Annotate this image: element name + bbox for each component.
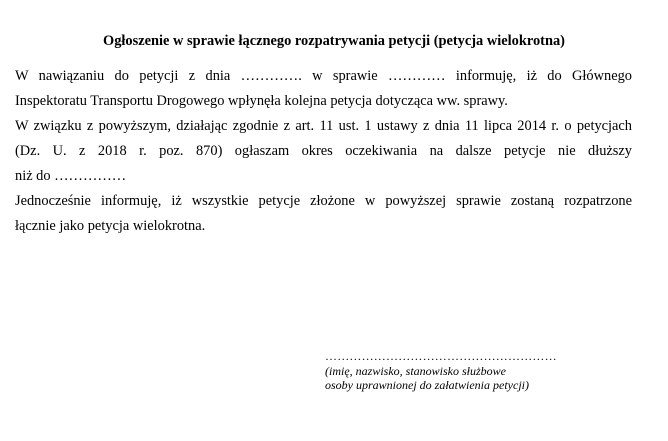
paragraph-2-line-1: W związku z powyższym, działając zgodnie z art. 11 ust. 1 ustawy z dnia 11 lipca 2014 r. o petycjach <box>15 118 632 134</box>
signature-caption-line-2: osoby uprawnionej do załatwienia petycji) <box>325 378 529 392</box>
signature-caption-line-1: (imię, nazwisko, stanowisko służbowe <box>325 364 507 378</box>
paragraph-2-line-3: niż do …………… <box>15 168 127 184</box>
signature-block <box>325 349 585 392</box>
paragraph-2-line-2: (Dz. U. z 2018 r. poz. 870) ogłaszam okres oczekiwania na dalsze petycje nie dłuższy <box>15 143 632 159</box>
document-body <box>15 64 632 239</box>
paragraph-3-line-2: łącznie jako petycja wielokrotna. <box>15 218 206 234</box>
signature-dotted-line: ………………………………………………… <box>325 349 557 363</box>
document-title: Ogłoszenie w sprawie łącznego rozpatrywania petycji (petycja wielokrotna) <box>103 33 565 49</box>
paragraph-1-line-1: W nawiązaniu do petycji z dnia …………. w sprawie ………… informuję, iż do Głównego <box>15 68 632 84</box>
paragraph-1-line-2: Inspektoratu Transportu Drogowego wpłynęła kolejna petycja dotycząca ww. sprawy. <box>15 93 508 109</box>
paragraph-3-line-1: Jednocześnie informuję, iż wszystkie petycje złożone w powyższej sprawie zostaną rozpatrzone <box>15 193 632 209</box>
